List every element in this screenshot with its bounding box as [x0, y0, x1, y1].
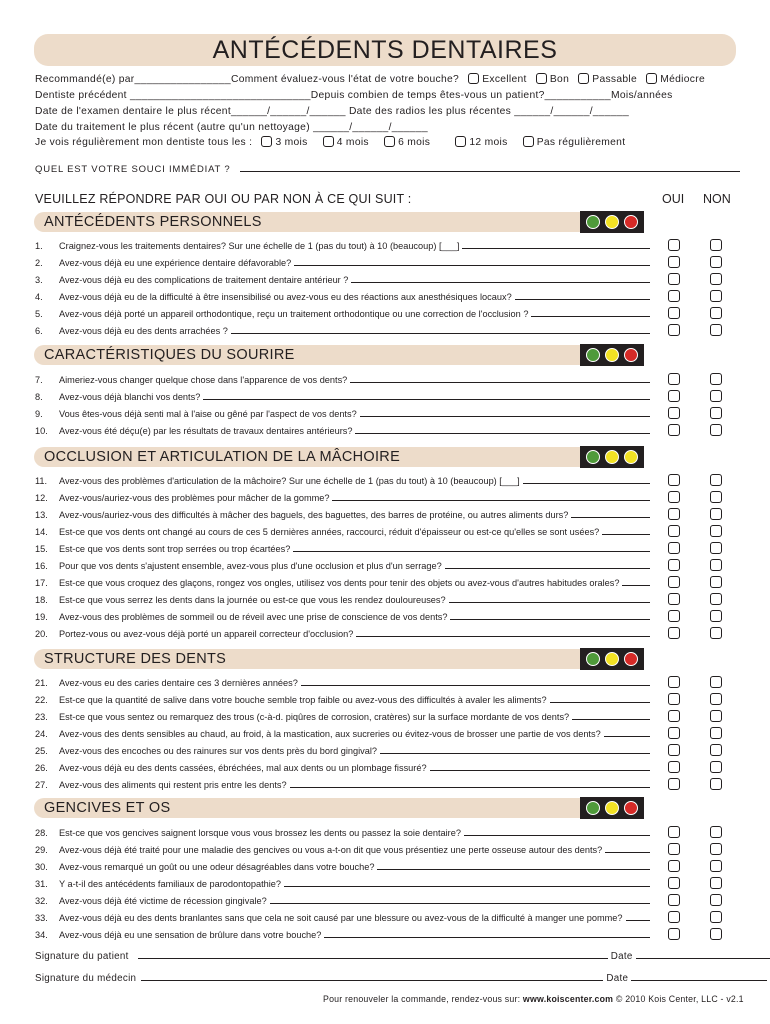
non-checkbox[interactable] — [710, 542, 722, 554]
question-row — [35, 728, 650, 740]
question-text: Est-ce que vous serrez les dents dans la journée ou est-ce que vous les rendez douloureuses? — [59, 595, 446, 605]
oui-checkbox[interactable] — [668, 290, 680, 302]
question-number: 7. — [35, 375, 43, 385]
traffic-light-indicator — [580, 344, 644, 366]
question-row — [35, 509, 650, 521]
question-number: 22. — [35, 695, 48, 705]
non-checkbox[interactable] — [710, 860, 722, 872]
oui-checkbox[interactable] — [668, 928, 680, 940]
answer-line[interactable] — [270, 895, 650, 904]
answer-line[interactable] — [523, 475, 650, 484]
question-text: Est-ce que vous sentez ou remarquez des trous (c-à-d. piqûres de corrosion, cratères) sur la surface mordante de vos dents? — [59, 712, 570, 722]
oui-checkbox[interactable] — [668, 894, 680, 906]
answer-line[interactable] — [515, 291, 650, 300]
question-number: 9. — [35, 409, 43, 419]
question-text: Est-ce que vous croquez des glaçons, rongez vos ongles, utilisez vos dents pour tenir des objets ou avez-vous d'autres habitudes orales? — [59, 578, 620, 588]
answer-line[interactable] — [571, 509, 650, 518]
immediate-concern-label: QUEL EST VOTRE SOUCI IMMÉDIAT ? — [35, 164, 231, 175]
oui-checkbox[interactable] — [668, 307, 680, 319]
question-text: Avez-vous des aliments qui restent pris entre les dents? — [59, 780, 287, 790]
answer-line[interactable] — [605, 844, 650, 853]
answer-line[interactable] — [462, 240, 650, 249]
question-number: 27. — [35, 780, 48, 790]
green-light-icon — [586, 215, 600, 229]
question-row — [35, 577, 650, 589]
question-text: Avez-vous des problèmes d'articulation de la mâchoire? Sur une échelle de 1 (pas du tout) à 10 (beaucoup) [___] — [59, 476, 520, 486]
rating-label: Médiocre — [660, 74, 705, 85]
question-row — [35, 391, 650, 403]
immediate-concern — [35, 163, 740, 175]
question-number: 29. — [35, 845, 48, 855]
footer-copyright: © 2010 Kois Center, LLC - v2.1 — [615, 994, 744, 1004]
freq-checkbox-3[interactable] — [261, 136, 272, 147]
answer-line[interactable] — [604, 728, 650, 737]
non-checkbox[interactable] — [710, 627, 722, 639]
non-checkbox[interactable] — [710, 593, 722, 605]
oui-checkbox[interactable] — [668, 727, 680, 739]
question-text: Avez-vous été déçu(e) par les résultats de travaux dentaires antérieurs? — [59, 426, 353, 436]
answer-line[interactable] — [231, 325, 650, 334]
non-checkbox[interactable] — [710, 826, 722, 838]
yellow-light-icon — [605, 450, 619, 464]
question-text: Est-ce que vos gencives saignent lorsque vous vous brossez les dents ou passez la soie dentaire? — [59, 828, 461, 838]
non-checkbox[interactable] — [710, 727, 722, 739]
question-number: 8. — [35, 392, 43, 402]
form-title-bar — [34, 34, 736, 66]
non-checkbox[interactable] — [710, 424, 722, 436]
oui-checkbox[interactable] — [668, 508, 680, 520]
rating-label: Bon — [549, 74, 570, 85]
question-number: 33. — [35, 913, 48, 923]
question-text: Avez-vous/auriez-vous des difficultés à mâcher des baguels, des baguettes, des barres de protéine, ou autres aliments durs? — [59, 510, 569, 520]
non-checkbox[interactable] — [710, 928, 722, 940]
question-number: 2. — [35, 258, 43, 268]
answer-line[interactable] — [450, 611, 650, 620]
question-number: 24. — [35, 729, 48, 739]
question-number: 30. — [35, 862, 48, 872]
oui-checkbox[interactable] — [668, 559, 680, 571]
question-text: Est-ce que vos dents ont changé au cours de ces 5 dernières années, raccourci, réduit d'épaisseur ou est-ce qu'elles se sont usées? — [59, 527, 600, 537]
question-row — [35, 325, 650, 337]
answer-line[interactable] — [294, 257, 650, 266]
non-checkbox[interactable] — [710, 324, 722, 336]
red-light-icon — [624, 801, 638, 815]
question-number: 34. — [35, 930, 48, 940]
question-text: Y a-t-il des antécédents familiaux de parodontopathie? — [59, 879, 282, 889]
green-light-icon — [586, 801, 600, 815]
oui-checkbox[interactable] — [668, 843, 680, 855]
oui-checkbox[interactable] — [668, 273, 680, 285]
question-number: 14. — [35, 527, 48, 537]
question-text: Avez-vous déjà été victime de récession gingivale? — [59, 896, 267, 906]
red-light-icon — [624, 215, 638, 229]
oui-checkbox[interactable] — [668, 390, 680, 402]
oui-checkbox[interactable] — [668, 593, 680, 605]
non-checkbox[interactable] — [710, 710, 722, 722]
header-line-4: Date du traitement le plus récent (autre qu'un nettoyage) ______/______/______ — [35, 122, 428, 133]
freq-label: 12 mois — [469, 137, 508, 148]
answer-line[interactable] — [602, 526, 650, 535]
oui-checkbox[interactable] — [668, 627, 680, 639]
section-header — [34, 212, 644, 232]
oui-checkbox[interactable] — [668, 610, 680, 622]
section-header — [34, 649, 644, 669]
instruction: VEUILLEZ RÉPONDRE PAR OUI OU PAR NON À CE QUI SUIT : — [35, 192, 412, 206]
rating-checkbox-bon[interactable] — [536, 73, 547, 84]
question-text: Avez-vous remarqué un goût ou une odeur désagréables dans votre bouche? — [59, 862, 375, 872]
oui-checkbox[interactable] — [668, 256, 680, 268]
question-text: Craignez-vous les traitements dentaires? Sur une échelle de 1 (pas du tout) à 10 (beaucoup) [___] — [59, 241, 460, 251]
green-light-icon — [586, 348, 600, 362]
red-light-icon — [624, 652, 638, 666]
oui-checkbox[interactable] — [668, 744, 680, 756]
question-number: 21. — [35, 678, 48, 688]
column-non: NON — [703, 192, 731, 206]
non-checkbox[interactable] — [710, 894, 722, 906]
oui-checkbox[interactable] — [668, 710, 680, 722]
non-checkbox[interactable] — [710, 508, 722, 520]
answer-line[interactable] — [360, 408, 650, 417]
non-checkbox[interactable] — [710, 390, 722, 402]
oui-checkbox[interactable] — [668, 324, 680, 336]
answer-line[interactable] — [449, 594, 650, 603]
doctor-signature-field[interactable] — [141, 972, 603, 981]
section-title: CARACTÉRISTIQUES DU SOURIRE — [44, 347, 295, 363]
question-number: 11. — [35, 476, 48, 486]
date-label: Date — [606, 973, 629, 984]
question-number: 28. — [35, 828, 48, 838]
question-row — [35, 425, 650, 437]
non-checkbox[interactable] — [710, 610, 722, 622]
green-light-icon — [586, 450, 600, 464]
question-row — [35, 274, 650, 286]
non-checkbox[interactable] — [710, 407, 722, 419]
answer-line[interactable] — [284, 878, 650, 887]
non-checkbox[interactable] — [710, 744, 722, 756]
rating-label: Passable — [592, 74, 638, 85]
freq-checkbox-12[interactable] — [455, 136, 466, 147]
question-text: Vous êtes-vous déjà senti mal à l'aise ou gêné par l'aspect de vos dents? — [59, 409, 357, 419]
question-text: Avez-vous déjà eu une expérience dentaire défavorable? — [59, 258, 292, 268]
question-row — [35, 240, 650, 252]
non-checkbox[interactable] — [710, 273, 722, 285]
answer-line[interactable] — [332, 492, 650, 501]
question-row — [35, 308, 650, 320]
oui-checkbox[interactable] — [668, 576, 680, 588]
answer-line[interactable] — [464, 827, 650, 836]
non-checkbox[interactable] — [710, 491, 722, 503]
oui-checkbox[interactable] — [668, 676, 680, 688]
question-text: Avez-vous déjà eu des dents arrachées ? — [59, 326, 228, 336]
non-checkbox[interactable] — [710, 877, 722, 889]
freq-label: Pas régulièrement — [536, 137, 626, 148]
answer-line[interactable] — [301, 677, 650, 686]
oui-checkbox[interactable] — [668, 693, 680, 705]
non-checkbox[interactable] — [710, 559, 722, 571]
answer-line[interactable] — [622, 577, 650, 586]
rating-checkbox-mediocre[interactable] — [646, 73, 657, 84]
question-text: Avez-vous eu des caries dentaire ces 3 dernières années? — [59, 678, 298, 688]
answer-line[interactable] — [572, 711, 650, 720]
oui-checkbox[interactable] — [668, 761, 680, 773]
header-line-1 — [35, 73, 705, 87]
question-number: 32. — [35, 896, 48, 906]
answer-line[interactable] — [290, 779, 650, 788]
answer-line[interactable] — [377, 861, 650, 870]
question-text: Avez-vous déjà eu des dents cassées, ébréchées, mal aux dents ou un plombage fissuré? — [59, 763, 427, 773]
immediate-concern-field[interactable] — [240, 163, 740, 172]
doctor-date-field[interactable] — [631, 972, 767, 981]
question-number: 15. — [35, 544, 48, 554]
frequency-label: Je vois régulièrement mon dentiste tous les : — [35, 137, 253, 148]
question-row — [35, 628, 650, 640]
question-row — [35, 762, 650, 774]
question-number: 12. — [35, 493, 48, 503]
question-text: Aimeriez-vous changer quelque chose dans l'apparence de vos dents? — [59, 375, 348, 385]
question-number: 17. — [35, 578, 48, 588]
question-text: Avez-vous/auriez-vous des problèmes pour mâcher de la gomme? — [59, 493, 330, 503]
footer-text: Pour renouveler la commande, rendez-vous sur: — [323, 994, 521, 1004]
question-text: Avez-vous déjà blanchi vos dents? — [59, 392, 201, 402]
question-number: 13. — [35, 510, 48, 520]
question-number: 4. — [35, 292, 43, 302]
question-text: Avez-vous déjà eu une sensation de brûlure dans votre bouche? — [59, 930, 322, 940]
question-number: 19. — [35, 612, 48, 622]
question-text: Avez-vous déjà été traité pour une maladie des gencives ou vous a-t-on dit que vous présentiez une perte osseuse autour des dents? — [59, 845, 603, 855]
answer-line[interactable] — [430, 762, 650, 771]
column-oui: OUI — [662, 192, 685, 206]
question-number: 16. — [35, 561, 48, 571]
footer — [323, 994, 744, 1004]
answer-line[interactable] — [324, 929, 650, 938]
oui-checkbox[interactable] — [668, 491, 680, 503]
question-row — [35, 878, 650, 890]
question-row — [35, 779, 650, 791]
non-checkbox[interactable] — [710, 778, 722, 790]
patient-signature-field[interactable] — [138, 950, 608, 959]
answer-line[interactable] — [293, 543, 650, 552]
question-row — [35, 408, 650, 420]
section-title: ANTÉCÉDENTS PERSONNELS — [44, 214, 262, 230]
question-row — [35, 861, 650, 873]
yellow-light-icon — [605, 801, 619, 815]
answer-line[interactable] — [550, 694, 650, 703]
freq-label: 4 mois — [336, 137, 369, 148]
question-row — [35, 611, 650, 623]
question-row — [35, 492, 650, 504]
oui-checkbox[interactable] — [668, 474, 680, 486]
question-text: Portez-vous ou avez-vous déjà porté un appareil correcteur d'occlusion? — [59, 629, 354, 639]
oui-checkbox[interactable] — [668, 239, 680, 251]
question-number: 25. — [35, 746, 48, 756]
question-number: 26. — [35, 763, 48, 773]
question-number: 18. — [35, 595, 48, 605]
non-checkbox[interactable] — [710, 239, 722, 251]
answer-line[interactable] — [355, 425, 650, 434]
traffic-light-indicator — [580, 446, 644, 468]
answer-line[interactable] — [380, 745, 650, 754]
rating-checkbox-excellent[interactable] — [468, 73, 479, 84]
answer-line[interactable] — [445, 560, 650, 569]
non-checkbox[interactable] — [710, 290, 722, 302]
red-light-icon — [624, 348, 638, 362]
section-title: GENCIVES ET OS — [44, 800, 171, 816]
section-title: OCCLUSION ET ARTICULATION DE LA MÂCHOIRE — [44, 449, 401, 465]
question-text: Avez-vous déjà eu des dents branlantes sans que cela ne soit causé par une blessure ou avez-vous de la difficulté à manger une pomme? — [59, 913, 623, 923]
question-text: Avez-vous des dents sensibles au chaud, au froid, à la mastication, aux sucreries ou évitez-vous de brosser une partie de vos dents? — [59, 729, 601, 739]
oui-checkbox[interactable] — [668, 826, 680, 838]
yellow-light-icon — [605, 348, 619, 362]
question-text: Pour que vos dents s'ajustent ensemble, avez-vous plus d'une occlusion et plus d'un serrage? — [59, 561, 442, 571]
question-row — [35, 745, 650, 757]
non-checkbox[interactable] — [710, 911, 722, 923]
question-text: Avez-vous déjà eu des complications de traitement dentaire antérieur ? — [59, 275, 349, 285]
non-checkbox[interactable] — [710, 761, 722, 773]
question-number: 3. — [35, 275, 43, 285]
footer-link[interactable]: www.koiscenter.com — [522, 994, 614, 1004]
answer-line[interactable] — [531, 308, 650, 317]
question-row — [35, 895, 650, 907]
traffic-light-indicator — [580, 648, 644, 670]
oui-checkbox[interactable] — [668, 525, 680, 537]
question-text: Avez-vous des encoches ou des rainures sur vos dents près du bord gingival? — [59, 746, 378, 756]
question-number: 1. — [35, 241, 43, 251]
question-row — [35, 929, 650, 941]
section-header — [34, 447, 644, 467]
patient-signature-label: Signature du patient — [35, 951, 129, 962]
question-row — [35, 374, 650, 386]
freq-checkbox-6[interactable] — [384, 136, 395, 147]
question-number: 20. — [35, 629, 48, 639]
freq-label: 3 mois — [275, 137, 308, 148]
oui-checkbox[interactable] — [668, 778, 680, 790]
doctor-signature-row — [35, 972, 767, 984]
question-number: 31. — [35, 879, 48, 889]
patient-signature-row — [35, 950, 770, 962]
rating-checkbox-passable[interactable] — [578, 73, 589, 84]
answer-line[interactable] — [356, 628, 650, 637]
question-row — [35, 677, 650, 689]
rating-label: Excellent — [482, 74, 527, 85]
question-number: 23. — [35, 712, 48, 722]
question-row — [35, 291, 650, 303]
question-row — [35, 912, 650, 924]
question-row — [35, 844, 650, 856]
question-number: 6. — [35, 326, 43, 336]
patient-date-field[interactable] — [636, 950, 770, 959]
question-row — [35, 711, 650, 723]
question-text: Est-ce que la quantité de salive dans votre bouche semble trop faible ou avez-vous des difficultés à avaler les aliments? — [59, 695, 547, 705]
question-row — [35, 526, 650, 538]
oui-checkbox[interactable] — [668, 860, 680, 872]
non-checkbox[interactable] — [710, 307, 722, 319]
oui-checkbox[interactable] — [668, 542, 680, 554]
non-checkbox[interactable] — [710, 693, 722, 705]
section-header — [34, 345, 644, 365]
non-checkbox[interactable] — [710, 256, 722, 268]
non-checkbox[interactable] — [710, 676, 722, 688]
oui-checkbox[interactable] — [668, 877, 680, 889]
yellow-light-icon — [605, 215, 619, 229]
question-row — [35, 475, 650, 487]
question-text: Avez-vous déjà eu de la difficulté à être insensibilisé ou avez-vous eu des réactions aux anesthésiques locaux? — [59, 292, 512, 302]
oui-checkbox[interactable] — [668, 424, 680, 436]
section-title: STRUCTURE DES DENTS — [44, 651, 227, 667]
doctor-signature-label: Signature du médecin — [35, 973, 137, 984]
non-checkbox[interactable] — [710, 576, 722, 588]
question-number: 10. — [35, 426, 48, 436]
section-header — [34, 798, 644, 818]
answer-line[interactable] — [351, 274, 650, 283]
freq-label: 6 mois — [398, 137, 431, 148]
green-light-icon — [586, 652, 600, 666]
non-checkbox[interactable] — [710, 474, 722, 486]
header-line-5 — [35, 136, 625, 150]
freq-checkbox-irregular[interactable] — [523, 136, 534, 147]
freq-checkbox-4[interactable] — [323, 136, 334, 147]
traffic-light-indicator — [580, 797, 644, 819]
non-checkbox[interactable] — [710, 525, 722, 537]
question-row — [35, 543, 650, 555]
question-row — [35, 827, 650, 839]
header-line-3: Date de l'examen dentaire le plus récent______/______/______ Date des radios les plus récentes ______/______/______ — [35, 106, 630, 117]
question-row — [35, 257, 650, 269]
answer-line[interactable] — [350, 374, 650, 383]
question-text: Est-ce que vos dents sont trop serrées ou trop écartées? — [59, 544, 291, 554]
yellow-light-icon — [605, 652, 619, 666]
non-checkbox[interactable] — [710, 843, 722, 855]
answer-line[interactable] — [203, 391, 650, 400]
question-text: Avez-vous des problèmes de sommeil ou de réveil avec une prise de conscience de vos dents? — [59, 612, 448, 622]
header-line-2: Dentiste précédent ______________________________Depuis combien de temps êtes-vous un patient?___________Mois/années — [35, 90, 673, 101]
question-row — [35, 694, 650, 706]
yellow-light-icon — [624, 450, 638, 464]
oui-checkbox[interactable] — [668, 911, 680, 923]
date-label: Date — [610, 951, 633, 962]
traffic-light-indicator — [580, 211, 644, 233]
form-title: ANTÉCÉDENTS DENTAIRES — [212, 36, 558, 64]
oui-checkbox[interactable] — [668, 407, 680, 419]
answer-line[interactable] — [626, 912, 650, 921]
referred-by-label: Recommandé(e) par________________Comment évaluez-vous l'état de votre bouche? — [35, 74, 460, 85]
question-row — [35, 594, 650, 606]
question-text: Avez-vous déjà porté un appareil orthodontique, reçu un traitement orthodontique ou une correction de l'occlusion ? — [59, 309, 529, 319]
oui-checkbox[interactable] — [668, 373, 680, 385]
non-checkbox[interactable] — [710, 373, 722, 385]
question-row — [35, 560, 650, 572]
question-number: 5. — [35, 309, 43, 319]
